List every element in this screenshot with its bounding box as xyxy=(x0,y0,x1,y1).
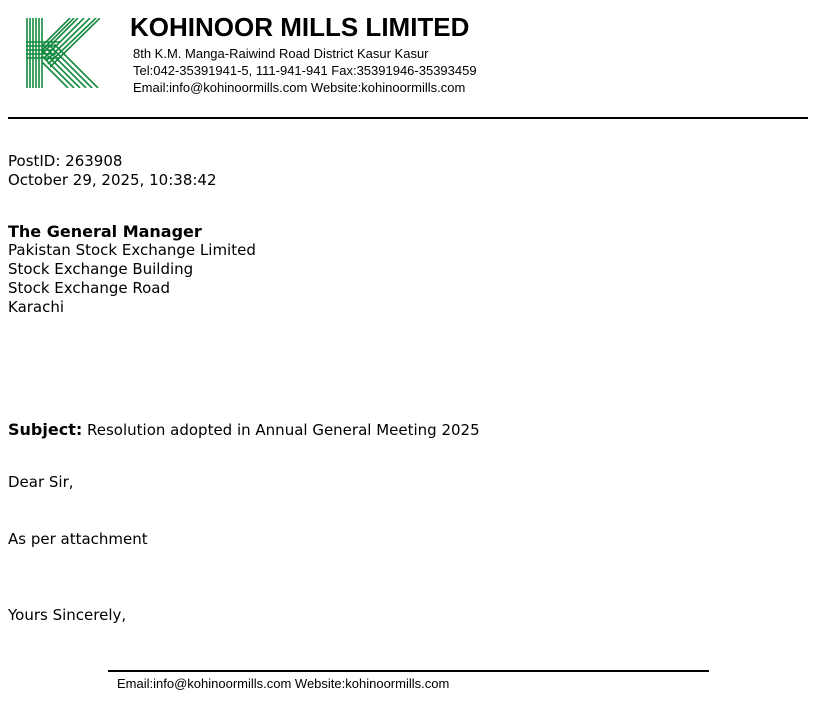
message-body: As per attachment xyxy=(8,530,148,548)
company-email-website: Email:info@kohinoormills.com Website:kohinoormills.com xyxy=(133,80,466,95)
post-timestamp: October 29, 2025, 10:38:42 xyxy=(8,171,217,189)
recipient-line-building: Stock Exchange Building xyxy=(8,260,194,278)
post-id: PostID: 263908 xyxy=(8,152,123,170)
subject-label: Subject: xyxy=(8,420,83,439)
closing: Yours Sincerely, xyxy=(8,606,127,624)
company-name: KOHINOOR MILLS LIMITED xyxy=(130,12,470,42)
subject-text: Resolution adopted in Annual General Meeting 2025 xyxy=(87,421,480,439)
recipient-name: The General Manager xyxy=(8,222,202,241)
recipient-line-organization: Pakistan Stock Exchange Limited xyxy=(8,241,256,259)
footer-contact: Email:info@kohinoormills.com Website:kohinoormills.com xyxy=(117,676,450,691)
recipient-block xyxy=(8,222,256,317)
company-address: 8th K.M. Manga-Raiwind Road District Kasur Kasur xyxy=(133,46,429,61)
header-divider xyxy=(8,117,808,119)
letterhead xyxy=(0,0,817,120)
recipient-line-city: Karachi xyxy=(8,298,65,316)
company-phone-fax: Tel:042-35391941-5, 111-941-941 Fax:35391946-35393459 xyxy=(133,63,477,78)
subject-line xyxy=(8,420,480,440)
salutation: Dear Sir, xyxy=(8,473,74,491)
recipient-line-road: Stock Exchange Road xyxy=(8,279,170,297)
kohinoor-k-logo-icon xyxy=(26,18,100,88)
footer-divider xyxy=(108,670,709,672)
